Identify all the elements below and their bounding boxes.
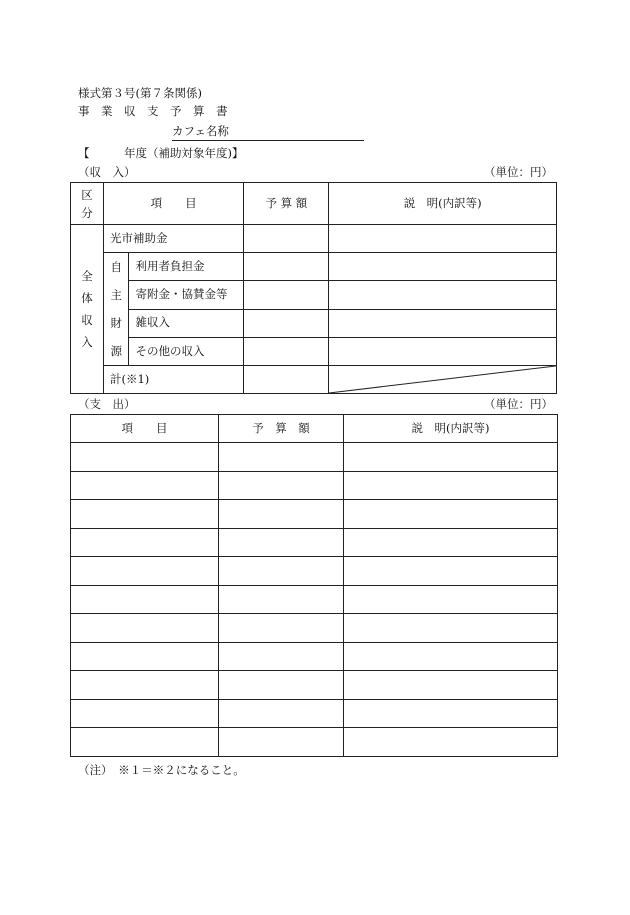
- expense-description-cell[interactable]: [344, 443, 558, 472]
- self-funding-description-cell[interactable]: [329, 253, 557, 281]
- fiscal-year-label: 【 年度（補助対象年度)】: [78, 146, 244, 160]
- expense-item-cell[interactable]: [71, 585, 219, 614]
- expense-description-cell[interactable]: [344, 699, 558, 728]
- expense-budget-cell[interactable]: [219, 642, 344, 671]
- expense-item-cell[interactable]: [71, 471, 219, 500]
- expense-item-cell[interactable]: [71, 642, 219, 671]
- self-funding-budget-cell[interactable]: [244, 253, 329, 281]
- expense-item-cell[interactable]: [71, 443, 219, 472]
- expense-description-cell[interactable]: [344, 528, 558, 557]
- self-funding-item: 利用者負担金: [129, 253, 244, 281]
- expense-item-cell[interactable]: [71, 528, 219, 557]
- expense-budget-cell[interactable]: [219, 528, 344, 557]
- expense-budget-cell[interactable]: [219, 728, 344, 757]
- expense-item-cell[interactable]: [71, 728, 219, 757]
- expense-item-cell[interactable]: [71, 614, 219, 643]
- expense-header-item: 項 目: [71, 415, 219, 443]
- expense-row: [71, 443, 558, 472]
- expense-description-cell[interactable]: [344, 500, 558, 529]
- header-budget: 予 算 額: [244, 183, 329, 225]
- form-number: 様式第３号(第７条関係): [78, 86, 202, 100]
- expense-description-cell[interactable]: [344, 728, 558, 757]
- self-funding-label: 自 主 財 源: [103, 253, 129, 366]
- expense-budget-cell[interactable]: [219, 443, 344, 472]
- income-total-label: 計(※1): [103, 366, 243, 394]
- self-funding-description-cell[interactable]: [329, 309, 557, 337]
- expense-row: [71, 699, 558, 728]
- income-unit-label: （単位：円）: [484, 165, 553, 179]
- self-funding-description-cell[interactable]: [329, 281, 557, 309]
- expense-description-cell[interactable]: [344, 614, 558, 643]
- footnote: （注） ※１＝※２になること。: [78, 763, 245, 777]
- subsidy-budget-cell[interactable]: [244, 225, 329, 253]
- expense-section-label: （支 出）: [78, 397, 136, 411]
- cafe-name-field[interactable]: [172, 126, 364, 141]
- expense-description-cell[interactable]: [344, 671, 558, 700]
- expense-header-description: 説 明(内訳等): [344, 415, 558, 443]
- expense-description-cell[interactable]: [344, 557, 558, 586]
- expense-item-cell[interactable]: [71, 671, 219, 700]
- subsidy-description-cell[interactable]: [329, 225, 557, 253]
- self-funding-budget-cell[interactable]: [244, 309, 329, 337]
- header-description: 説 明(内訳等): [329, 183, 557, 225]
- expense-item-cell[interactable]: [71, 557, 219, 586]
- expense-description-cell[interactable]: [344, 585, 558, 614]
- expense-row: [71, 642, 558, 671]
- expense-budget-cell[interactable]: [219, 500, 344, 529]
- income-section-label: （収 入）: [78, 165, 136, 179]
- diagonal-strike: [329, 366, 556, 393]
- self-funding-budget-cell[interactable]: [244, 337, 329, 365]
- expense-unit-label: （単位：円）: [484, 397, 553, 411]
- expense-item-cell[interactable]: [71, 500, 219, 529]
- category-overall-income: 全 体 収 入: [71, 225, 104, 394]
- income-total-description-cell: [329, 366, 557, 394]
- expense-row: [71, 557, 558, 586]
- expense-budget-cell[interactable]: [219, 614, 344, 643]
- income-total-budget-cell[interactable]: [244, 366, 329, 394]
- expense-budget-cell[interactable]: [219, 699, 344, 728]
- self-funding-item: 寄附金・協賛金等: [129, 281, 244, 309]
- income-table: [70, 182, 557, 394]
- document-title: 事 業 収 支 予 算 書: [78, 104, 228, 118]
- self-funding-item: 雑収入: [129, 309, 244, 337]
- expense-header-budget: 予 算 額: [219, 415, 344, 443]
- header-item: 項 目: [103, 183, 243, 225]
- expense-table: [70, 414, 558, 757]
- header-category: 区 分: [71, 183, 104, 225]
- expense-row: [71, 471, 558, 500]
- expense-budget-cell[interactable]: [219, 671, 344, 700]
- self-funding-description-cell[interactable]: [329, 337, 557, 365]
- expense-budget-cell[interactable]: [219, 557, 344, 586]
- expense-row: [71, 671, 558, 700]
- self-funding-budget-cell[interactable]: [244, 281, 329, 309]
- subsidy-item-label: 光市補助金: [103, 225, 243, 253]
- expense-row: [71, 585, 558, 614]
- expense-row: [71, 728, 558, 757]
- expense-description-cell[interactable]: [344, 471, 558, 500]
- expense-row: [71, 614, 558, 643]
- expense-row: [71, 528, 558, 557]
- self-funding-item: その他の収入: [129, 337, 244, 365]
- expense-budget-cell[interactable]: [219, 585, 344, 614]
- expense-budget-cell[interactable]: [219, 471, 344, 500]
- cafe-name-label: カフェ名称: [172, 124, 229, 138]
- expense-description-cell[interactable]: [344, 642, 558, 671]
- expense-row: [71, 500, 558, 529]
- expense-item-cell[interactable]: [71, 699, 219, 728]
